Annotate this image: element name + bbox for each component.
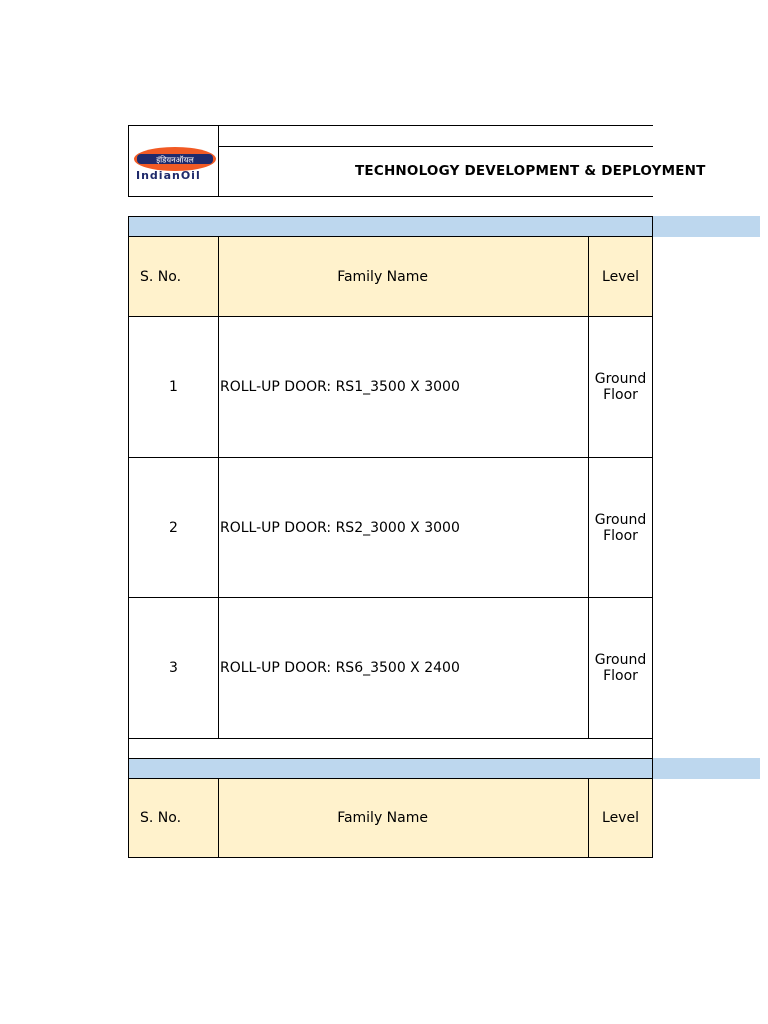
table1-header-sno: S. No. — [128, 236, 219, 317]
table1-header-family: Family Name — [218, 236, 589, 317]
row-level: Ground Floor — [588, 597, 653, 739]
row-family-name: ROLL-UP DOOR: RS2_3000 X 3000 — [218, 457, 589, 598]
row-sno: 2 — [128, 457, 219, 598]
row-family-name: ROLL-UP DOOR: RS1_3500 X 3000 — [218, 316, 589, 458]
spacer-row — [128, 738, 653, 759]
logo-hindi-text: इंडियनऑयल — [156, 155, 194, 165]
logo-english-text-wrap — [136, 169, 218, 182]
table2-header-sno: S. No. — [128, 778, 219, 858]
row-level: Ground Floor — [588, 316, 653, 458]
logo-english-text: IndianOil — [136, 169, 201, 182]
row-family-name: ROLL-UP DOOR: RS6_3500 X 2400 — [218, 597, 589, 739]
section-band-1-border — [128, 216, 653, 237]
table2-header-level: Level — [588, 778, 653, 858]
row-level: Ground Floor — [588, 457, 653, 598]
section-band-2-border — [128, 758, 653, 779]
row-sno: 1 — [128, 316, 219, 458]
table1-header-level: Level — [588, 236, 653, 317]
table2-header-family: Family Name — [218, 778, 589, 858]
title-clip — [219, 147, 706, 196]
row-sno: 3 — [128, 597, 219, 739]
page-title: TECHNOLOGY DEVELOPMENT & DEPLOYMENT — [355, 163, 706, 179]
